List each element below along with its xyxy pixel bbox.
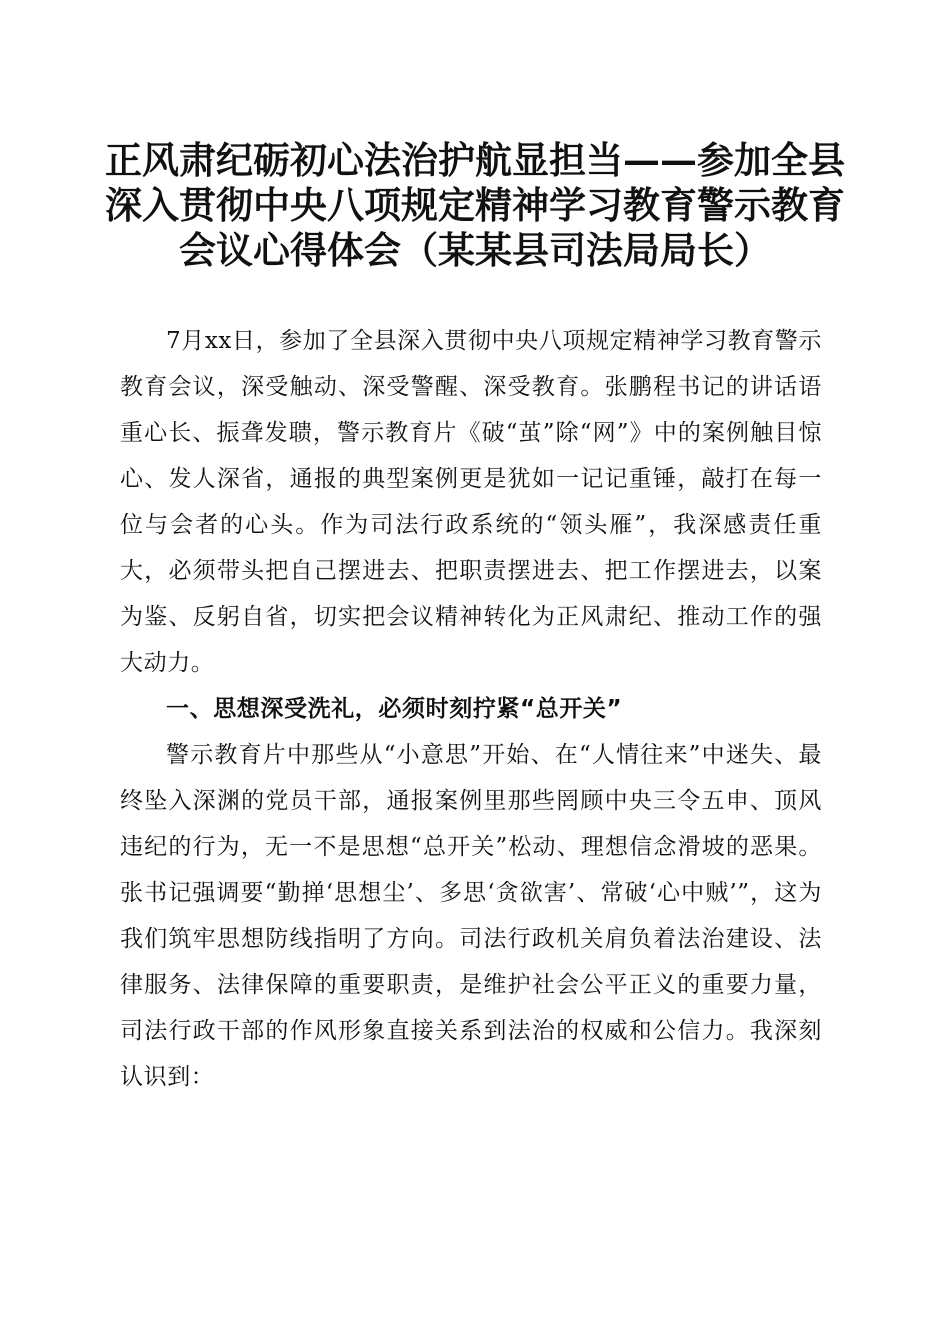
title-line-1: 正风肃纪砺初心法治护航显担当——参加全县 bbox=[105, 138, 845, 182]
section-1-paragraph: 警示教育片中那些从“小意思”开始、在“人情往来”中迷失、最终坠入深渊的党员干部，通报案例里那些罔顾中央三令五申、顶风违纪的行为，无一不是思想“总开关”松动、理想信念滑坡的恶果。张书记强调要“勤掸‘思想尘’、多思‘贪欲害’、常破‘心中贼’”，这为我们筑牢思想防线指明了方向。司法行政机关肩负着法治建设、法律服务、法律保障的重要职责，是维护社会公平正义的重要力量，司法行政干部的作风形象直接关系到法治的权威和公信力。我深刻认识到： bbox=[120, 742, 822, 1090]
section-1-heading: 一、思想深受洗礼，必须时刻拧紧“总开关” bbox=[166, 696, 623, 722]
title-line-3: 会议心得体会（某某县司法局局长） bbox=[179, 228, 771, 272]
title-line-2: 深入贯彻中央八项规定精神学习教育警示教育 bbox=[105, 183, 845, 227]
document-title bbox=[100, 138, 850, 273]
document-body bbox=[120, 318, 822, 1100]
intro-paragraph: 7月xx日，参加了全县深入贯彻中央八项规定精神学习教育警示教育会议，深受触动、深受警醒、深受教育。张鹏程书记的讲话语重心长、振聋发聩，警示教育片《破“茧”除“网”》中的案例触目惊心、发人深省，通报的典型案例更是犹如一记记重锤，敲打在每一位与会者的心头。作为司法行政系统的“领头雁”，我深感责任重大，必须带头把自己摆进去、把职责摆进去、把工作摆进去，以案为鉴、反躬自省，切实把会议精神转化为正风肃纪、推动工作的强大动力。 bbox=[120, 328, 822, 676]
